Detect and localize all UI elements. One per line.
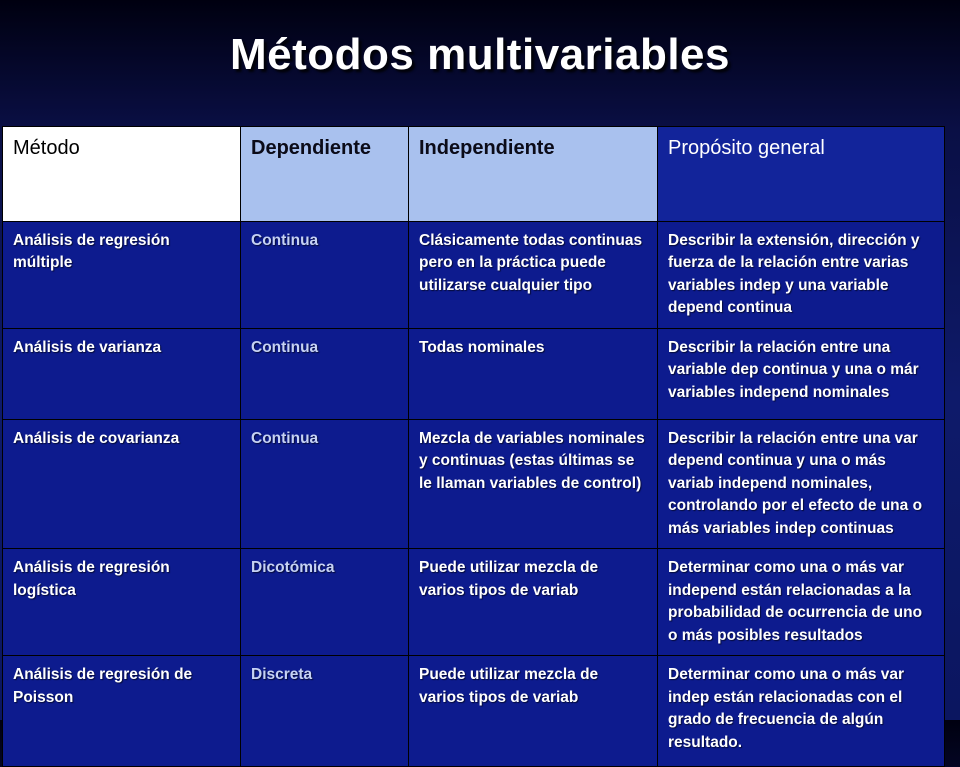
dependent-cell: Discreta (241, 656, 409, 767)
table-row (3, 328, 945, 419)
purpose-cell: Determinar como una o más var independ están relacionadas a la probabilidad de ocurrencia de uno o más posibles resultados (658, 549, 945, 656)
purpose-cell: Describir la relación entre una var depend continua y una o más variab independ nominales, controlando por el efecto de una o más variables indep continuas (658, 419, 945, 548)
header-dependent: Dependiente (241, 127, 409, 222)
method-cell: Análisis de varianza (3, 328, 241, 419)
method-cell: Análisis de covarianza (3, 419, 241, 548)
dependent-cell: Continua (241, 222, 409, 329)
header-method: Método (3, 127, 241, 222)
slide-title: Métodos multivariables (229, 30, 730, 79)
method-cell: Análisis de regresión múltiple (3, 222, 241, 329)
dependent-cell: Continua (241, 419, 409, 548)
header-purpose: Propósito general (658, 127, 945, 222)
purpose-cell: Determinar como una o más var indep están relacionadas con el grado de frecuencia de algún resultado. (658, 656, 945, 767)
independent-cell: Puede utilizar mezcla de varios tipos de variab (409, 656, 658, 767)
method-cell: Análisis de regresión logística (3, 549, 241, 656)
table-row (3, 222, 945, 329)
independent-cell: Puede utilizar mezcla de varios tipos de variab (409, 549, 658, 656)
dependent-cell: Continua (241, 328, 409, 419)
method-cell: Análisis de regresión de Poisson (3, 656, 241, 767)
purpose-cell: Describir la extensión, dirección y fuerza de la relación entre varias variables indep y una variable depend continua (658, 222, 945, 329)
dependent-cell: Dicotómica (241, 549, 409, 656)
independent-cell: Todas nominales (409, 328, 658, 419)
independent-cell: Mezcla de variables nominales y continuas (estas últimas se le llaman variables de control) (409, 419, 658, 548)
methods-table (2, 126, 945, 767)
purpose-cell: Describir la relación entre una variable dep continua y una o már variables independ nominales (658, 328, 945, 419)
independent-cell: Clásicamente todas continuas pero en la práctica puede utilizarse cualquier tipo (409, 222, 658, 329)
table-row (3, 656, 945, 767)
header-independent: Independiente (409, 127, 658, 222)
table-row (3, 549, 945, 656)
table-row (3, 419, 945, 548)
table-header-row (3, 127, 945, 222)
